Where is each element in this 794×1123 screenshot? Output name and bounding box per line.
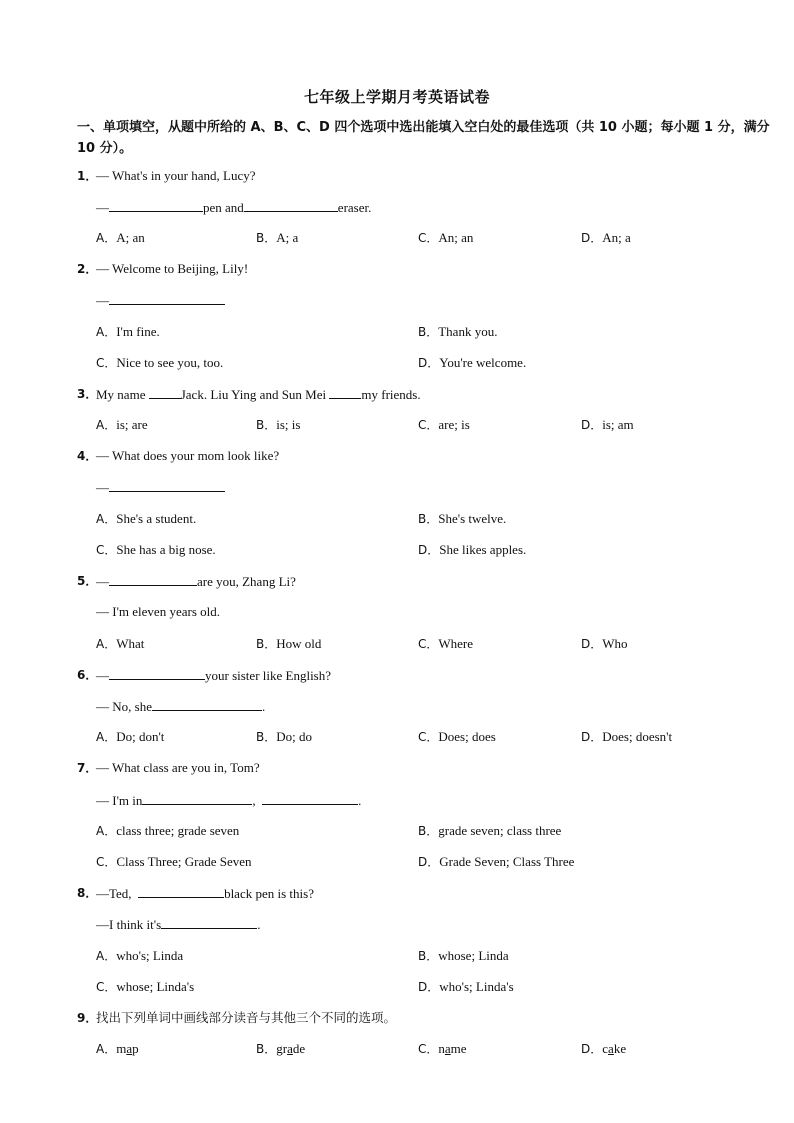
option-b[interactable]: B．She's twelve. xyxy=(418,511,507,526)
question-8-options-row2 xyxy=(0,977,794,997)
option-a[interactable]: A．class three; grade seven xyxy=(96,823,240,838)
option-c[interactable]: C．She has a big nose. xyxy=(96,542,216,557)
option-a[interactable]: A．She's a student. xyxy=(96,511,197,526)
question-text: My name Jack. Liu Ying and Sun Mei my friends. xyxy=(96,384,421,405)
answer-blank[interactable] xyxy=(161,914,257,929)
question-7-options-row2 xyxy=(0,852,794,872)
option-b[interactable]: B．Do; do xyxy=(256,729,312,744)
option-a[interactable]: A．What xyxy=(96,636,145,651)
answer-blank[interactable] xyxy=(109,197,203,212)
option-c[interactable]: C．Class Three; Grade Seven xyxy=(96,854,252,869)
question-text: 找出下列单词中画线部分读音与其他三个不同的选项。 xyxy=(96,1010,397,1025)
question-4-options-row1 xyxy=(0,509,794,529)
option-c[interactable]: C．name xyxy=(418,1041,467,1056)
question-6-answer-line: — No, she . xyxy=(0,696,794,716)
underlined-letter: a xyxy=(608,1041,614,1056)
answer-blank[interactable] xyxy=(109,290,225,305)
answer-blank[interactable] xyxy=(138,883,224,898)
option-b[interactable]: B．is; is xyxy=(256,417,301,432)
question-9 xyxy=(0,1008,794,1028)
option-d[interactable]: D．Does; doesn't xyxy=(581,729,673,744)
underlined-letter: a xyxy=(126,1041,133,1056)
question-number: 4． xyxy=(77,449,98,463)
option-c[interactable]: C．Nice to see you, too. xyxy=(96,355,224,370)
option-d[interactable]: D．Grade Seven; Class Three xyxy=(418,854,575,869)
question-number: 2． xyxy=(77,262,98,276)
option-c[interactable]: C．Does; does xyxy=(418,729,496,744)
question-8 xyxy=(0,883,794,903)
option-d[interactable]: D．cake xyxy=(581,1041,627,1056)
question-7-options-row1 xyxy=(0,821,794,841)
answer-blank[interactable] xyxy=(329,384,361,399)
question-8-options-row1 xyxy=(0,946,794,966)
question-6-options xyxy=(0,727,794,747)
option-a[interactable]: A．A; an xyxy=(96,230,145,245)
question-number: 9． xyxy=(77,1011,98,1025)
option-d[interactable]: D．An; a xyxy=(581,230,631,245)
option-b[interactable]: B．A; a xyxy=(256,230,299,245)
question-number: 7． xyxy=(77,761,98,775)
answer-blank[interactable] xyxy=(142,790,252,805)
option-b[interactable]: B．How old xyxy=(256,636,322,651)
option-b[interactable]: B．Thank you. xyxy=(418,324,498,339)
question-text: —Ted, black pen is this? xyxy=(96,883,314,904)
question-text: — are you, Zhang Li? xyxy=(96,571,296,592)
option-a[interactable]: A．map xyxy=(96,1041,139,1056)
option-c[interactable]: C．are; is xyxy=(418,417,470,432)
question-7-answer-line: — I'm in , . xyxy=(0,790,794,810)
answer-blank[interactable] xyxy=(109,477,225,492)
answer-blank[interactable] xyxy=(244,197,338,212)
question-9-options xyxy=(0,1039,794,1059)
question-text: — What class are you in, Tom? xyxy=(96,760,260,775)
option-c[interactable]: C．Where xyxy=(418,636,474,651)
question-1 xyxy=(0,166,794,186)
question-text: — your sister like English? xyxy=(96,665,331,686)
question-5-options xyxy=(0,634,794,654)
question-text: — Welcome to Beijing, Lily! xyxy=(96,261,249,276)
question-number: 6． xyxy=(77,668,98,682)
option-d[interactable]: D．She likes apples. xyxy=(418,542,527,557)
option-b[interactable]: B．grade xyxy=(256,1041,306,1056)
question-5-answer-line: — I'm eleven years old. xyxy=(96,604,220,619)
question-4 xyxy=(0,446,794,466)
question-1-answer-line: — pen and eraser. xyxy=(0,197,794,217)
question-4-answer-line: — xyxy=(0,477,794,497)
question-7 xyxy=(0,758,794,778)
option-d[interactable]: D．You're welcome. xyxy=(418,355,527,370)
question-text: — What's in your hand, Lucy? xyxy=(96,168,256,183)
question-1-options xyxy=(0,228,794,248)
question-3-options xyxy=(0,415,794,435)
answer-blank[interactable] xyxy=(262,790,358,805)
question-number: 3． xyxy=(77,387,98,401)
underlined-letter: a xyxy=(444,1041,451,1056)
question-8-answer-line: —I think it's . xyxy=(0,914,794,934)
option-b[interactable]: B．whose; Linda xyxy=(418,948,509,963)
question-number: 1． xyxy=(77,169,98,183)
answer-blank[interactable] xyxy=(109,665,205,680)
option-c[interactable]: C．whose; Linda's xyxy=(96,979,195,994)
option-b[interactable]: B．grade seven; class three xyxy=(418,823,562,838)
answer-blank[interactable] xyxy=(152,696,262,711)
option-a[interactable]: A．Do; don't xyxy=(96,729,165,744)
option-a[interactable]: A．is; are xyxy=(96,417,148,432)
question-2 xyxy=(0,259,794,279)
question-5 xyxy=(0,571,794,591)
option-a[interactable]: A．I'm fine. xyxy=(96,324,160,339)
option-d[interactable]: D．who's; Linda's xyxy=(418,979,514,994)
option-c[interactable]: C．An; an xyxy=(418,230,474,245)
option-a[interactable]: A．who's; Linda xyxy=(96,948,184,963)
option-d[interactable]: D．is; am xyxy=(581,417,634,432)
question-3 xyxy=(0,384,794,404)
question-text: — What does your mom look like? xyxy=(96,448,280,463)
question-2-options-row2 xyxy=(0,353,794,373)
answer-blank[interactable] xyxy=(149,384,181,399)
answer-blank[interactable] xyxy=(109,571,197,586)
question-2-answer-line: — xyxy=(0,290,794,310)
question-4-options-row2 xyxy=(0,540,794,560)
question-2-options-row1 xyxy=(0,322,794,342)
page-title: 七年级上学期月考英语试卷 xyxy=(303,88,490,106)
option-d[interactable]: D．Who xyxy=(581,636,628,651)
underlined-letter: a xyxy=(287,1041,293,1056)
question-6 xyxy=(0,665,794,685)
question-number: 8． xyxy=(77,886,98,900)
question-number: 5． xyxy=(77,574,98,588)
section-heading: 一、单项填空，从题中所给的 A、B、C、D 四个选项中选出能填入空白处的最佳选项（共 10 小题；每小题 1 分，满分 10 分）。 xyxy=(77,120,770,156)
